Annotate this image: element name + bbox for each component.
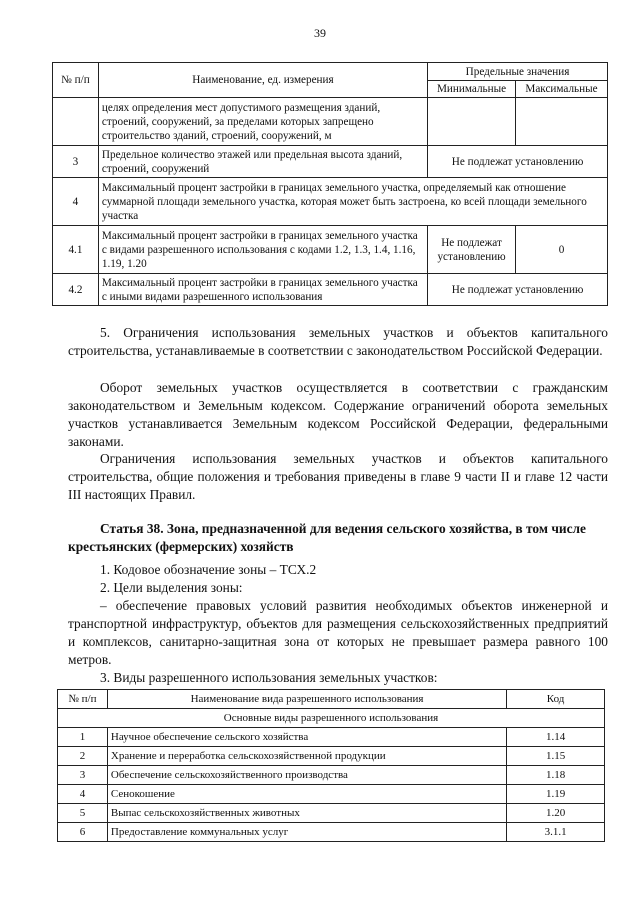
row-name: Сенокошение [107,785,506,804]
row-name: Максимальный процент застройки в границах земельного участка, определяемый как отношение суммарной площади земельного участка, которая может быть застроена, ко всей площади земельного участка [98,178,607,226]
list-item: 1. Кодовое обозначение зоны – ТСХ.2 [100,562,317,577]
table-row [58,823,605,842]
row-num: 3 [53,146,99,178]
row-value: Не подлежат установлению [428,274,608,306]
row-name: целях определения мест допустимого размещения зданий, строений, сооружений, за пределами которых запрещено строительство зданий, строений, сооружений, м [98,98,427,146]
paragraph-turnover: Оборот земельных участков осуществляется в соответствии с гражданским законодательством и Земельным кодексом. Содержание ограничений оборота земельных участков устанавливается Земельным кодексом Российской Федерации, федеральными законами. [68,380,608,449]
row-name: Научное обеспечение сельского хозяйства [107,728,506,747]
row-code: 1.15 [507,747,605,766]
page-number: 39 [314,26,326,40]
table-header-row [58,690,605,709]
table-row [58,747,605,766]
row-num: 2 [58,747,108,766]
table-row [53,226,608,274]
header-max: Максимальные [516,81,608,98]
permitted-use-table [57,689,605,842]
row-name: Максимальный процент застройки в границах земельного участка с иными видами разрешенного использования [98,274,427,306]
row-num: 6 [58,823,108,842]
row-name: Максимальный процент застройки в границах земельного участка с видами разрешенного использования с кодами 1.2, 1.3, 1.4, 1.16, 1.19, 1.20 [98,226,427,274]
row-code: 1.19 [507,785,605,804]
row-value: Не подлежат установлению [428,146,608,178]
row-num: 1 [58,728,108,747]
header-num: № п/п [58,690,108,709]
table-row [53,98,608,146]
table-row [58,728,605,747]
section-title: Основные виды разрешенного использования [58,709,605,728]
table-row [53,274,608,306]
row-max: 0 [516,226,608,274]
header-code: Код [507,690,605,709]
row-num: 4.1 [53,226,99,274]
row-num [53,98,99,146]
row-code: 1.20 [507,804,605,823]
table-row [53,146,608,178]
row-num: 3 [58,766,108,785]
row-code: 1.18 [507,766,605,785]
table-row [58,804,605,823]
row-name: Выпас сельскохозяйственных животных [107,804,506,823]
table-row [58,766,605,785]
row-name: Предельное количество этажей или предельная высота зданий, строений, сооружений [98,146,427,178]
row-min: Не подлежат установлению [428,226,516,274]
row-num: 4 [53,178,99,226]
list-item: 2. Цели выделения зоны: [100,580,243,595]
table-row [58,785,605,804]
row-code: 1.14 [507,728,605,747]
limits-table [52,62,608,306]
row-name: Хранение и переработка сельскохозяйственной продукции [107,747,506,766]
header-num: № п/п [53,63,99,98]
article-heading: Статья 38. Зона, предназначенной для ведения сельского хозяйства, в том числе крестьянских (фермерских) хозяйств [68,521,586,554]
row-max [516,98,608,146]
header-limits: Предельные значения [428,63,608,81]
row-num: 4.2 [53,274,99,306]
paragraph-general: Ограничения использования земельных участков и объектов капитального строительства, общие положения и требования приведены в главе 9 части II и главе 12 части III настоящих Правил. [68,451,608,502]
row-num: 4 [58,785,108,804]
row-name: Предоставление коммунальных услуг [107,823,506,842]
header-name: Наименование вида разрешенного использования [107,690,506,709]
header-name: Наименование, ед. измерения [98,63,427,98]
row-code: 3.1.1 [507,823,605,842]
zone-goal: – обеспечение правовых условий развития необходимых объектов инженерной и транспортной инфраструктур, объектов для размещения сельскохозяйственных предприятий и комплексов, санитарно-защитная зона от которых не превышает размера равного 100 метров. [68,598,608,667]
list-item: 3. Виды разрешенного использования земельных участков: [100,670,438,685]
table-row [53,178,608,226]
row-num: 5 [58,804,108,823]
row-min [428,98,516,146]
paragraph-restrictions: 5. Ограничения использования земельных участков и объектов капитального строительства, устанавливаемые в соответствии с законодательством Российской Федерации. [68,325,608,358]
header-min: Минимальные [428,81,516,98]
row-name: Обеспечение сельскохозяйственного производства [107,766,506,785]
